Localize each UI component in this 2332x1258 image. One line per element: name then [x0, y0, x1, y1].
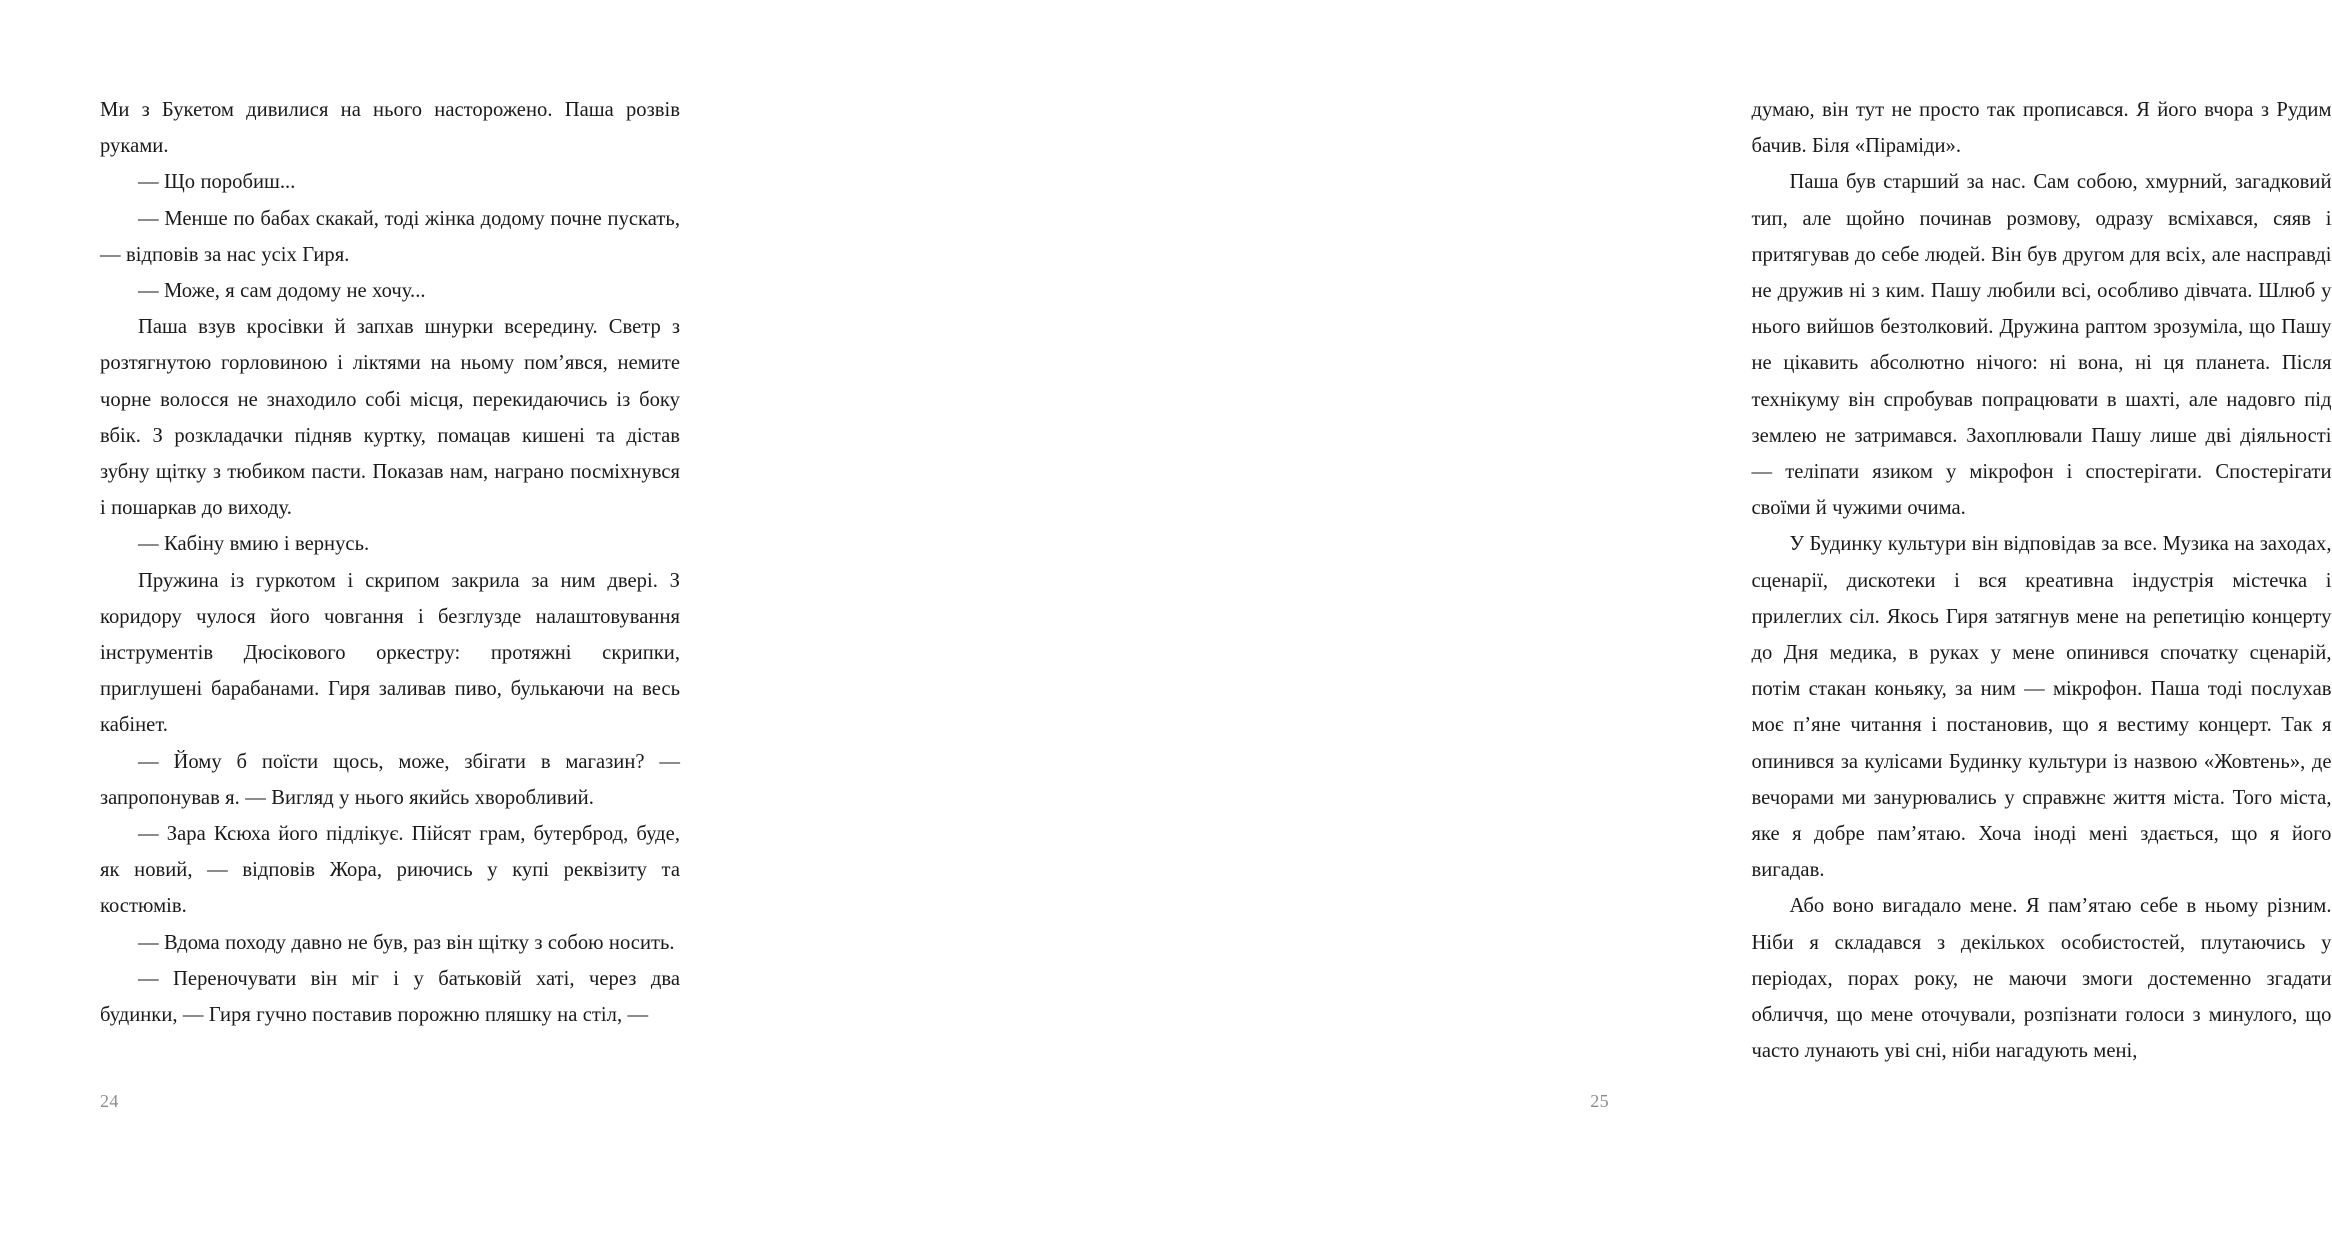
paragraph: У Будинку культури він відповідав за все. Музика на заходах, сценарії, дискотеки і вся креативна індустрія містечка і прилеглих сіл. Якось Гиря затягнув мене на репетицію концерту до Дня медика, в руках у мене опинився спочатку сценарій, потім стакан коньяку, за ним — мікрофон. Паша тоді послухав моє п’яне читання і постановив, що я вестиму концерт. Так я опинився за кулісами Будинку культури із назвою «Жовтень», де вечорами ми занурювались у справжнє життя міста. Того міста, яке я добре пам’ятаю. Хоча іноді мені здається, що я його вигадав.: [1751, 533, 2332, 882]
paragraph: — Йому б поїсти щось, може, збігати в магазин? — запропонував я. — Вигляд у нього якийсь хворобливий.: [100, 750, 680, 809]
paragraph: Паша був старший за нас. Сам собою, хмурний, загадковий тип, але щойно починав розмову, одразу всміхався, сяяв і притягував до себе людей. Він був другом для всіх, але насправді не дружив ні з ким. Пашу любили всі, особливо дівчата. Шлюб у нього вийшов безтолковий. Дружина раптом зрозуміла, що Пашу не цікавить абсолютно нічого: ні вона, ні ця планета. Після технікуму він спробував попрацювати в шахті, але надовго під землею не затримався. Захоплювали Пашу лише дві діяльності — теліпати язиком у мікрофон і спостерігати. Спостерігати своїми й чужими очима.: [1751, 171, 2332, 520]
paragraph: — Кабіну вмию і вернусь.: [138, 533, 370, 556]
paragraph: Або воно вигадало мене. Я пам’ятаю себе в ньому різним. Ніби я складався з декількох особистостей, плутаючись у періодах, порах року, не маючи змоги достеменно згадати обличчя, що мене оточували, розпізнати голоси з минулого, що часто лунають уві сні, ніби нагадують мені,: [1751, 895, 2332, 1063]
paragraph: Ми з Букетом дивилися на нього насторожено. Паша розвів руками.: [100, 99, 680, 158]
paragraph: — Зара Ксюха його підлікує. Пійсят грам, бутерброд, буде, як новий, — відповів Жора, риючись у купі реквізиту та костюмів.: [100, 823, 680, 918]
paragraph: — Вдома походу давно не був, раз він щітку з собою носить.: [138, 931, 675, 954]
paragraph: думаю, він тут не просто так прописався. Я його вчора з Рудим бачив. Біля «Піраміди».: [1751, 99, 2332, 158]
page-number-left: 24: [100, 1091, 119, 1111]
paragraph: — Переночувати він міг і у батьковій хаті, через два будинки, — Гиря гучно поставив порожню пляшку на стіл, —: [100, 967, 680, 1027]
text-column-left: [100, 92, 680, 1033]
page-left: [0, 0, 857, 1258]
text-column-right: [1752, 92, 2332, 1069]
page-right: [857, 0, 2332, 1258]
paragraph: Паша взув кросівки й запхав шнурки всередину. Светр з розтягнутою горловиною і ліктями на ньому пом’явся, немите чорне волосся не знаходило собі місця, перекидаючись із боку вбік. З розкладачки підняв куртку, помацав кишені та дістав зубну щітку з тюбиком пасти. Показав нам, награно посміхнувся і пошаркав до виходу.: [100, 316, 680, 520]
paragraph: Пружина із гуркотом і скрипом закрила за ним двері. З коридору чулося його човгання і безглузде налаштовування інструментів Дюсікового оркестру: протяжні скрипки, приглушені барабанами. Гиря заливав пиво, булькаючи на весь кабінет.: [100, 569, 680, 737]
paragraph: — Що поробиш...: [138, 171, 296, 194]
paragraph: — Менше по бабах скакай, тоді жінка додому почне пускать, — відповів за нас усіх Гиря.: [100, 207, 680, 266]
paragraph: — Може, я сам додому не хочу...: [138, 280, 426, 303]
page-number-right: 25: [1590, 1091, 1609, 1111]
